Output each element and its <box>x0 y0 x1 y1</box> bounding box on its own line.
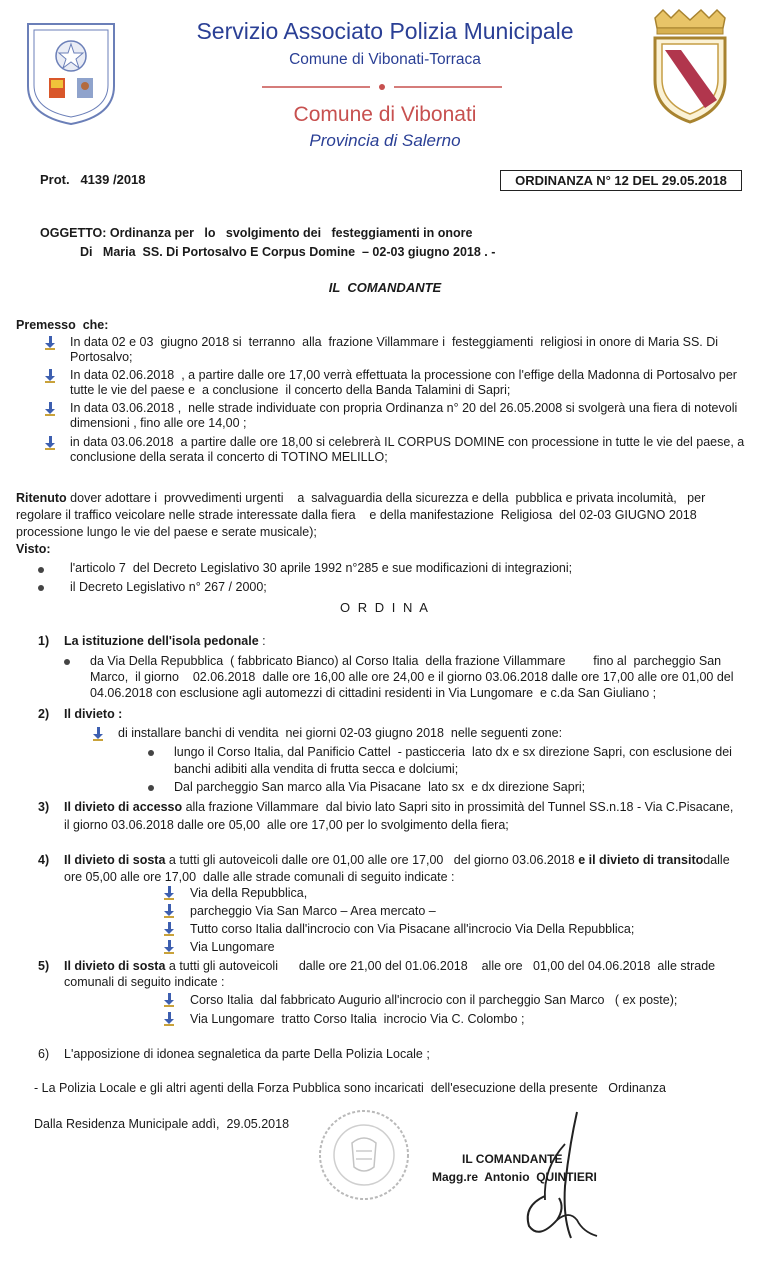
arrow-bullet-icon <box>44 436 56 450</box>
ordine-4-number: 4) <box>38 853 50 867</box>
ordine-5-number: 5) <box>38 959 50 973</box>
ordine-5-line-2: comunali di seguito indicate : <box>64 975 225 989</box>
ordine-4-street-4: Via Lungomare <box>190 940 275 954</box>
ordine-2-sub-1-line-2: banchi adibiti alla vendita di frutta secca e dolciumi; <box>174 762 459 776</box>
ordine-5-title: Il divieto di sosta <box>64 959 166 973</box>
dot-bullet-icon <box>38 585 44 591</box>
ordine-1-line-2: Marco, il giorno 02.06.2018 dalle ore 16,00 alle ore 24,00 e il giorno 03.06.2018 dalle ore 17,00 alle ore 01,00 del <box>90 670 734 684</box>
visto-item-1: l'articolo 7 del Decreto Legislativo 30 aprile 1992 n°285 e sue modificazioni di integrazioni; <box>70 561 573 575</box>
visto-item-2: il Decreto Legislativo n° 267 / 2000; <box>70 580 267 594</box>
ritenuto-text: dover adottare i provvedimenti urgenti a salvaguardia della sicurezza e della pubblica e privata incolumità, per <box>66 491 706 505</box>
il-comandante-heading: IL COMANDANTE <box>328 280 442 295</box>
ordine-2-title: Il divieto : <box>64 707 123 721</box>
ordine-6-text: L'apposizione di idonea segnaletica da parte Della Polizia Locale ; <box>64 1047 430 1061</box>
ordine-5-text: a tutti gli autoveicoli dalle ore 21,00 del 01.06.2018 alle ore 01,00 del 04.06.2018 alle strade <box>165 959 716 973</box>
arrow-bullet-icon <box>163 922 175 936</box>
ordine-3-line-1 <box>64 800 733 815</box>
incaricati-text: - La Polizia Locale e gli altri agenti della Forza Pubblica sono incaricati dell'esecuzione della presente Ordinanza <box>34 1081 666 1095</box>
ordine-4-text: a tutti gli autoveicoli dalle ore 01,00 alle ore 17,00 del giorno 03.06.2018 <box>165 853 579 867</box>
ordine-4-title: Il divieto di sosta <box>64 853 166 867</box>
ordine-4-street-2: parcheggio Via San Marco – Area mercato – <box>190 904 436 918</box>
dot-bullet-icon <box>148 750 154 756</box>
ordine-4-street-1: Via della Repubblica, <box>190 886 308 900</box>
ordine-4-transito: e il divieto di transito <box>578 853 704 867</box>
arrow-bullet-icon <box>163 886 175 900</box>
arrow-bullet-icon <box>44 369 56 383</box>
arrow-bullet-icon <box>163 904 175 918</box>
oggetto-line-2: Di Maria SS. Di Portosalvo E Corpus Domine – 02-03 giugno 2018 . - <box>80 245 496 259</box>
ordine-1-title: La istituzione dell'isola pedonale <box>64 634 259 648</box>
header-subtitle: Comune di Vibonati-Torraca <box>289 51 481 68</box>
ordine-6-number: 6) <box>38 1047 50 1061</box>
ritenuto-label: Ritenuto <box>16 491 67 505</box>
ordine-3-number: 3) <box>38 800 50 814</box>
dot-bullet-icon <box>148 785 154 791</box>
premesso-item-4-line-2: conclusione della serata il concerto di TOTINO MELILLO; <box>70 450 388 464</box>
ordine-5-line-1 <box>64 959 715 974</box>
ordine-4-text-end: dalle <box>703 853 730 867</box>
ordine-2-intro: di installare banchi di vendita nei giorni 02-03 giugno 2018 nelle seguenti zone: <box>118 726 563 740</box>
arrow-bullet-icon <box>163 1012 175 1026</box>
arrow-bullet-icon <box>92 727 104 741</box>
premesso-label: Premesso che: <box>16 318 109 332</box>
dot-bullet-icon <box>38 567 44 573</box>
premesso-item-3-line-1: In data 03.06.2018 , nelle strade individuate con propria Ordinanza n° 20 del 26.05.2008 si svolgerà una fiera di notevoli <box>70 401 738 415</box>
ordine-4-street-3: Tutto corso Italia dall'incrocio con Via Pisacane all'incrocio Via Della Repubblica; <box>190 922 635 936</box>
protocol-number: Prot. 4139 /2018 <box>40 172 146 187</box>
ordine-4-line-1 <box>64 853 730 868</box>
ritenuto-line-2: regolare il traffico veicolare nelle strade interessate dalla fiera e della manifestazione Religiosa del 02-03 GIUGNO 2018 <box>16 508 697 522</box>
ordinanza-number-box: ORDINANZA N° 12 DEL 29.05.2018 <box>500 170 742 191</box>
premesso-item-2-line-1: In data 02.06.2018 , a partire dalle ore 17,00 verrà effettuata la processione con l'effige della Madonna di Portosalvo per <box>70 368 737 382</box>
ordine-2-sub-2: Dal parcheggio San marco alla Via Pisacane lato sx e dx direzione Sapri; <box>174 780 586 794</box>
arrow-bullet-icon <box>44 402 56 416</box>
ordina-heading: O R D I N A <box>340 600 430 615</box>
ordine-2-number: 2) <box>38 707 50 721</box>
ordine-5-street-1: Corso Italia dal fabbricato Augurio all'incrocio con il parcheggio San Marco ( ex poste); <box>190 993 678 1007</box>
ordine-1-line-3: 04.06.2018 con esclusione agli automezzi di cittadini residenti in Via Lungomare e c.da San Giuliano ; <box>90 686 657 700</box>
ordine-1-line-1: da Via Della Repubblica ( fabbricato Bianco) al Corso Italia della frazione Villammare fino al parcheggio San <box>90 654 722 668</box>
residenza-date: Dalla Residenza Municipale addì, 29.05.2018 <box>34 1117 290 1131</box>
premesso-item-3-line-2: dimensioni , fino alle ore 14,00 ; <box>70 416 247 430</box>
provincia-name: Provincia di Salerno <box>309 131 461 150</box>
ritenuto-line-3: processione lungo le vie del paese e serate musicale); <box>16 525 317 539</box>
municipal-stamp <box>308 1103 420 1203</box>
handwritten-signature <box>505 1108 615 1248</box>
premesso-item-1-line-1: In data 02 e 03 giugno 2018 si terranno alla frazione Villammare i festeggiamenti religiosi in onore di Maria SS. Di <box>70 335 719 349</box>
header-separator <box>262 80 502 94</box>
ordine-3-line-2: il giorno 03.06.2018 dalle ore 05,00 alle ore 17,00 per lo svolgimento della fiera; <box>64 818 509 832</box>
signature-title: IL COMANDANTE <box>462 1152 563 1166</box>
arrow-bullet-icon <box>44 336 56 350</box>
signature-name: Magg.re Antonio QUINTIERI <box>432 1170 597 1184</box>
oggetto-line-1: OGGETTO: Ordinanza per lo svolgimento dei festeggiamenti in onore <box>40 226 473 240</box>
arrow-bullet-icon <box>163 993 175 1007</box>
ordine-1-title-line <box>64 634 266 649</box>
ordine-3-title: Il divieto di accesso <box>64 800 183 814</box>
ordine-5-street-2: Via Lungomare tratto Corso Italia incrocio Via C. Colombo ; <box>190 1012 525 1026</box>
premesso-item-4-line-1: in data 03.06.2018 a partire dalle ore 18,00 si celebrerà IL CORPUS DOMINE con processione in tutte le vie del paese, a <box>70 435 745 449</box>
ritenuto-line-1 <box>16 491 705 506</box>
ordine-1-number: 1) <box>38 634 50 648</box>
ordine-4-line-2: ore 05,00 alle ore 17,00 dalle alle strade comunali di seguito indicate : <box>64 870 455 884</box>
arrow-bullet-icon <box>163 940 175 954</box>
dot-bullet-icon <box>64 659 70 665</box>
ordine-1-title-suffix: : <box>258 634 266 648</box>
header-title: Servizio Associato Polizia Municipale <box>196 18 574 44</box>
comune-name: Comune di Vibonati <box>293 103 477 126</box>
ordine-2-sub-1-line-1: lungo il Corso Italia, dal Panificio Cattel - pasticceria lato dx e sx direzione Sapri, con esclusione dei <box>174 745 732 759</box>
premesso-item-2-line-2: tutte le vie del paese e a conclusione il concerto della Banda Talamini di Sapri; <box>70 383 511 397</box>
ordine-3-text: alla frazione Villammare dal bivio lato Sapri sito in prossimità del Tunnel SS.n.18 - Via C.Pisacane, <box>182 800 734 814</box>
visto-label: Visto: <box>16 542 51 556</box>
premesso-item-1-line-2: Portosalvo; <box>70 350 133 364</box>
